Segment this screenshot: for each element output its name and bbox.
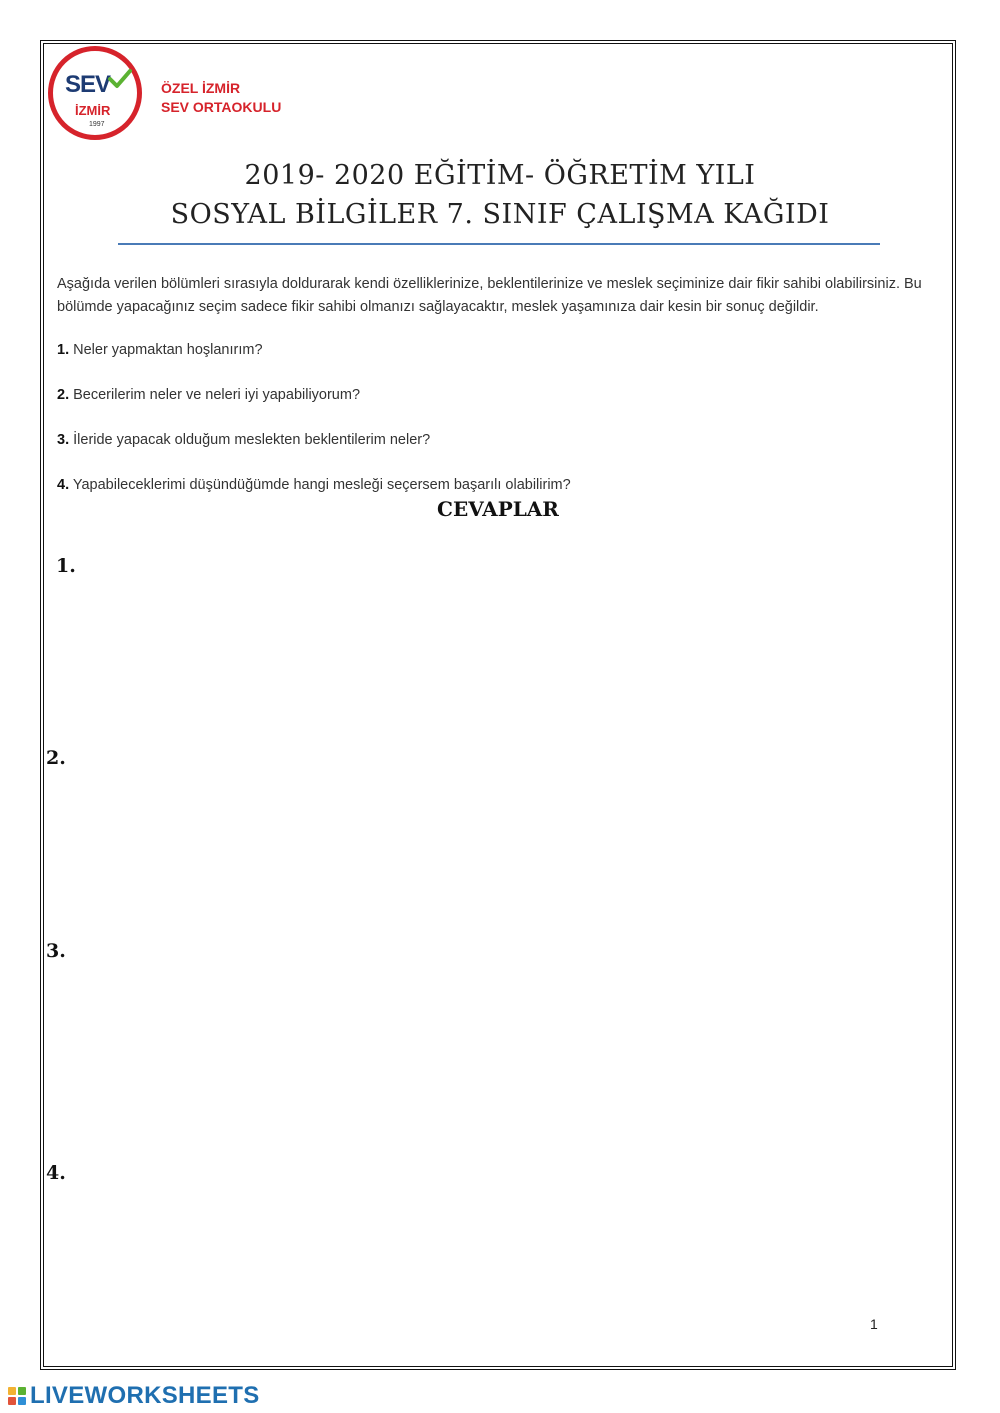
answer-label-2: 2. [46,747,66,769]
school-name [161,79,281,117]
intro-paragraph: Aşağıda verilen bölümleri sırasıyla doldurarak kendi özelliklerinize, beklentilerinize ve meslek seçiminize dair fikir sahibi olabilirsiniz. Bu bölümde yapacağınız seçim sadece fikir sahibi olmanızı sağlayacaktır, meslek yaşamınıza dair kesin bir sonuç değildir. [57,276,922,315]
question-text: Becerilerim neler ve neleri iyi yapabiliyorum? [73,387,361,403]
school-logo [48,46,142,140]
answer-label-3: 3. [46,940,66,962]
page-number: 1 [870,1316,878,1332]
liveworksheets-logo[interactable] [8,1383,260,1409]
question-1 [57,342,263,358]
title-line-2: SOSYAL BİLGİLER 7. SINIF ÇALIŞMA KAĞIDI [170,199,830,230]
question-number: 1. [57,342,70,358]
liveworksheets-wordmark: LIVEWORKSHEETS [30,1382,260,1409]
answer-label-1: 1. [56,555,76,577]
logo-brand: SEV [65,71,111,98]
question-text: Yapabileceklerimi düşündüğümde hangi mesleği seçersem başarılı olabilirim? [72,477,571,493]
school-name-line2: SEV ORTAOKULU [161,99,282,115]
title-divider [118,243,880,245]
question-number: 2. [57,387,70,403]
liveworksheets-icon [8,1387,26,1405]
school-name-line1: ÖZEL İZMİR [161,80,241,96]
question-3 [57,432,430,448]
question-text: Neler yapmaktan hoşlanırım? [73,342,263,358]
answer-label-4: 4. [46,1162,66,1184]
logo-city: İZMİR [75,103,111,118]
title-line-1: 2019- 2020 EĞİTİM- ÖĞRETİM YILI [244,160,756,191]
checkmark-icon [108,69,132,89]
answers-heading: CEVAPLAR [437,497,559,521]
question-number: 3. [57,432,70,448]
question-2 [57,387,360,403]
logo-year: 1997 [89,121,105,128]
question-4 [57,477,571,493]
question-text: İleride yapacak olduğum meslekten beklentilerim neler? [73,432,431,448]
question-number: 4. [57,477,70,493]
page-border-inner [43,43,953,1367]
